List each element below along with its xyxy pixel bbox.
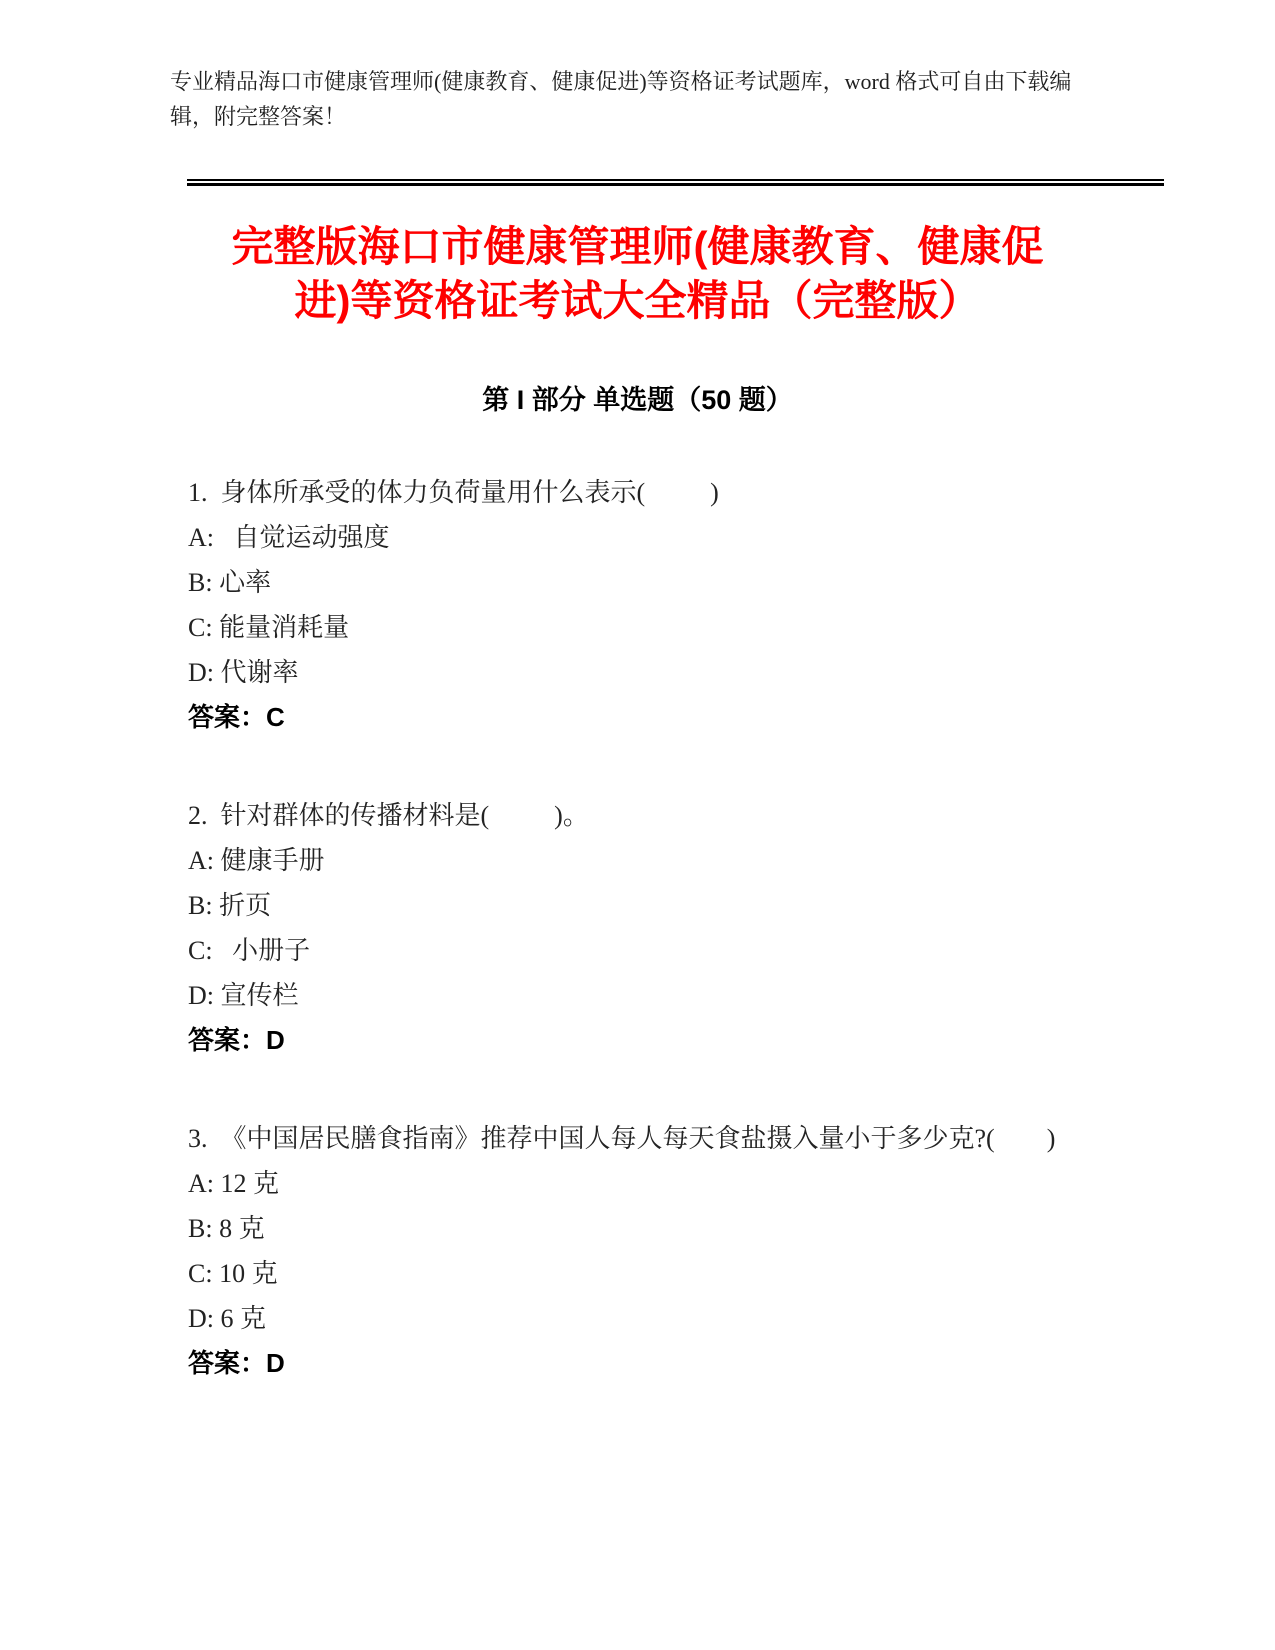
question-2-answer: 答案：D: [188, 1025, 285, 1055]
question-2-option-b: B: 折页: [188, 891, 272, 920]
question-3-prompt: 3. 《中国居民膳食指南》推荐中国人每人每天食盐摄入量小于多少克?( ): [188, 1124, 1056, 1153]
question-block-3: [188, 1116, 1103, 1386]
header-separator-rule: [187, 179, 1164, 186]
question-2-prompt: 2. 针对群体的传播材料是( )。: [188, 801, 589, 830]
question-3-answer: 答案：D: [188, 1348, 285, 1378]
question-1-prompt: 1. 身体所承受的体力负荷量用什么表示( ): [188, 478, 719, 507]
question-1-option-d: D: 代谢率: [188, 658, 299, 687]
question-2-option-c: C: 小册子: [188, 936, 311, 965]
question-block-2: [188, 793, 1103, 1063]
header-notice: 专业精品海口市健康管理师(健康教育、健康促进)等资格证考试题库，word 格式可自由下载编辑，附完整答案！: [170, 69, 1072, 129]
question-3-option-a: A: 12 克: [188, 1169, 280, 1198]
question-3-option-c: C: 10 克: [188, 1259, 278, 1288]
question-3-option-d: D: 6 克: [188, 1304, 267, 1333]
question-3-option-b: B: 8 克: [188, 1214, 265, 1243]
question-block-1: [188, 470, 1103, 740]
question-1-answer: 答案：C: [188, 702, 285, 732]
question-1-option-b: B: 心率: [188, 568, 272, 597]
question-1-option-a: A: 自觉运动强度: [188, 523, 390, 552]
question-1-option-c: C: 能量消耗量: [188, 613, 350, 642]
question-2-option-d: D: 宣传栏: [188, 981, 299, 1010]
section-heading: 第 I 部分 单选题（50 题）: [482, 385, 793, 415]
document-title: 完整版海口市健康管理师(健康教育、健康促进)等资格证考试大全精品（完整版）: [231, 223, 1044, 324]
question-2-option-a: A: 健康手册: [188, 846, 325, 875]
